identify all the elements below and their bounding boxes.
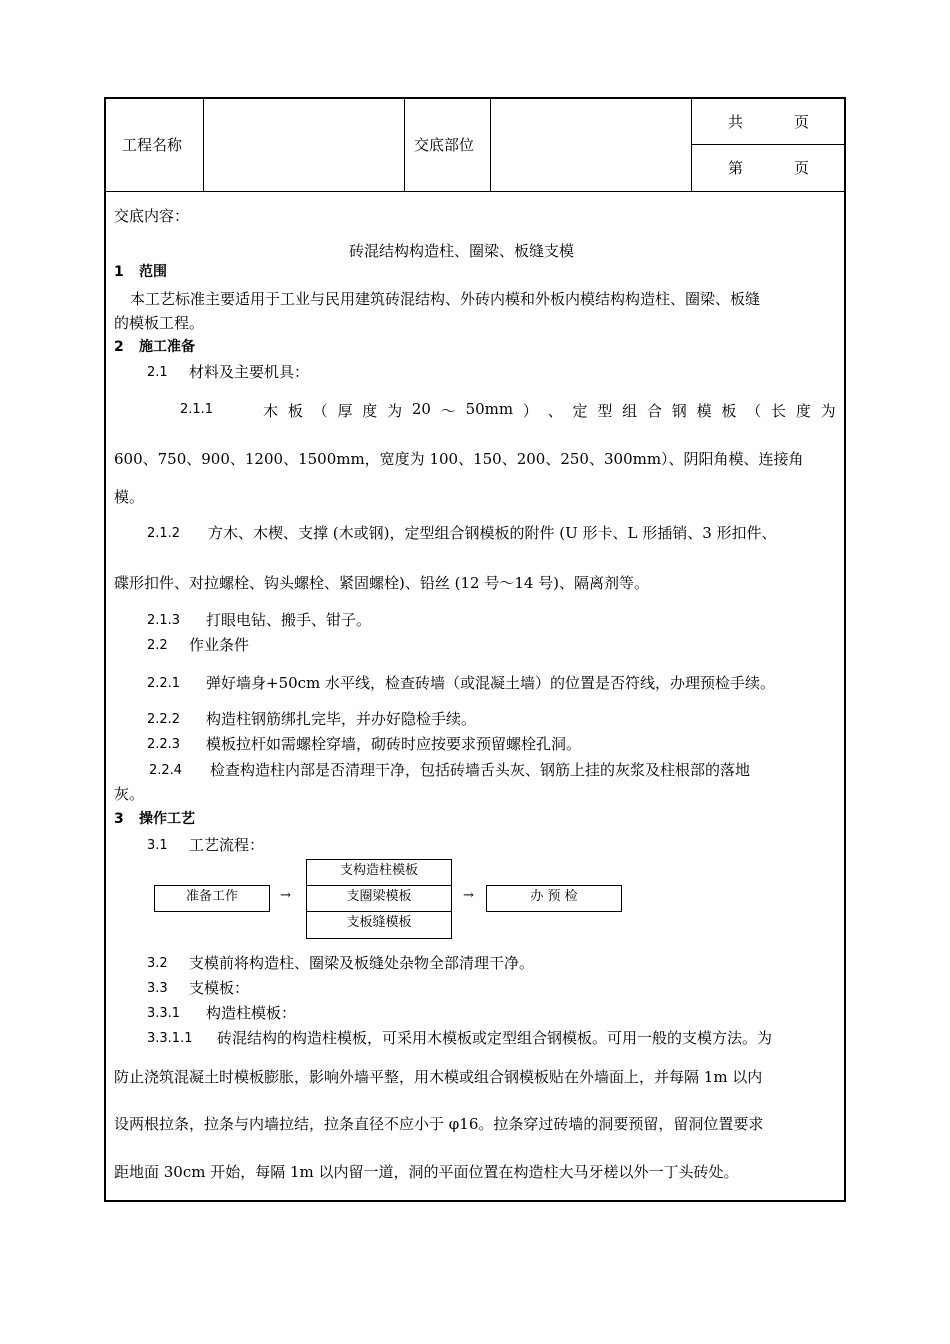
section-3-1-text: 工艺流程： [189, 836, 265, 854]
section-2-1-1-word: 度 [795, 402, 811, 420]
section-3-3-1-1-line2: 防止浇筑混凝土时模板膨胀，影响外墙平整，用木模或组合钢模板贴在外墙面上，并每隔 1m 以内 [114, 1068, 763, 1086]
section-2-1-3-number: 2.1.3 [147, 613, 181, 628]
section-2-1-1-word: 20 [411, 400, 431, 418]
section-2-1-1-word: ～ [440, 402, 456, 420]
section-2-1-1-word: 型 [597, 402, 613, 420]
section-2-1-1-word: 钢 [671, 402, 687, 420]
section-2-1-1-word: 、 [547, 402, 563, 420]
section-2-1-1-number: 2.1.1 [180, 402, 214, 417]
section-3-3-1-text: 构造柱模板： [206, 1004, 297, 1022]
header-divider-1 [203, 98, 204, 192]
section-2-1-1-word: 长 [771, 402, 787, 420]
page-number-label: 第 [728, 159, 744, 177]
section-2-1-1-word: ） [522, 402, 538, 420]
section-2-2-4-line2: 灰。 [114, 785, 145, 803]
header-divider-2 [404, 98, 405, 192]
section-2-1-2-number: 2.1.2 [147, 526, 181, 541]
section-2-2-4-line1: 检查构造柱内部是否清理干净，包括砖墙舌头灰、钢筋上挂的灰浆及柱根部的落地 [210, 761, 751, 779]
section-2-1-1-word: 组 [622, 402, 638, 420]
section-2-1-1-word: 为 [387, 402, 403, 420]
section-2-2-4-number: 2.2.4 [149, 763, 183, 778]
section-3-3-text: 支模板： [189, 979, 250, 997]
total-pages-label: 共 [728, 113, 744, 131]
section-1-body-line1: 本工艺标准主要适用于工业与民用建筑砖混结构、外砖内模和外板内模结构构造柱、圈梁、板缝 [130, 290, 761, 308]
section-2-2-1-text: 弹好墙身+50cm 水平线，检查砖墙（或混凝土墙）的位置是否符线，办理预检手续。 [206, 674, 776, 692]
flow-arrow-2: → [463, 888, 474, 903]
section-2-1-1-word: 为 [820, 402, 836, 420]
header-bottom-rule [105, 191, 845, 192]
section-2-1-1-word: （ [312, 402, 328, 420]
section-3-3-1-1-line1: 砖混结构的构造柱模板，可采用木模板或定型组合钢模板。可用一般的支模方法。为 [217, 1029, 773, 1047]
section-2-1-1-word: 厚 [337, 402, 353, 420]
section-3-title: 操作工艺 [139, 811, 195, 827]
section-2-1-1-word: 度 [362, 402, 378, 420]
flow-arrow-1: → [280, 888, 291, 903]
section-2-1-1-word: 合 [646, 402, 662, 420]
section-3-2-number: 3.2 [147, 956, 168, 971]
section-3-number: 3 [114, 811, 124, 827]
content-label: 交底内容： [114, 207, 190, 225]
section-3-3-1-1-number: 3.3.1.1 [147, 1031, 193, 1046]
section-2-2-2-number: 2.2.2 [147, 712, 181, 727]
section-3-2-text: 支模前将构造柱、圈梁及板缝处杂物全部清理干净。 [189, 954, 535, 972]
section-2-2-3-text: 模板拉杆如需螺栓穿墙，砌砖时应按要求预留螺栓孔洞。 [206, 735, 582, 753]
section-3-3-1-1-line3: 设两根拉条，拉条与内墙拉结，拉条直径不应小于 φ16。拉条穿过砖墙的洞要预留，留洞位置要求 [114, 1115, 764, 1133]
section-2-1-2-line1: 方木、木楔、支撑 (木或钢)，定型组合钢模板的附件 (U 形卡、L 形插销、3 形扣件、 [208, 524, 777, 542]
section-2-1-1-word: 板 [287, 402, 303, 420]
section-2-2-1-number: 2.2.1 [147, 676, 181, 691]
page-number-unit: 页 [794, 159, 810, 177]
header-divider-3 [490, 98, 491, 192]
header-page-rule [691, 144, 845, 145]
section-2-2-number: 2.2 [147, 638, 168, 653]
header-divider-4 [691, 98, 692, 192]
flow-step-ring-beam-formwork: 支圈梁模板 [306, 885, 452, 912]
section-1-body-line2: 的模板工程。 [114, 314, 205, 332]
section-2-title: 施工准备 [139, 339, 195, 355]
flow-step-slab-joint-formwork: 支板缝模板 [306, 911, 452, 939]
flow-step-column-formwork: 支构造柱模板 [306, 859, 452, 886]
section-1-number: 1 [114, 264, 124, 280]
section-2-1-2-line2: 碟形扣件、对拉螺栓、钩头螺栓、紧固螺栓)、铅丝 (12 号～14 号)、隔离剂等。 [114, 574, 650, 592]
section-3-3-1-1-line4: 距地面 30cm 开始，每隔 1m 以内留一道，洞的平面位置在构造柱大马牙槎以外一丁头砖处。 [114, 1163, 739, 1181]
handover-part-label: 交底部位 [414, 136, 475, 154]
section-2-2-3-number: 2.2.3 [147, 737, 181, 752]
section-3-3-number: 3.3 [147, 981, 168, 996]
project-name-label: 工程名称 [122, 136, 183, 154]
section-1-title: 范围 [139, 264, 167, 280]
document-title: 砖混结构构造柱、圈梁、板缝支模 [349, 242, 575, 260]
section-2-1-1-word: 木 [263, 402, 279, 420]
section-2-2-text: 作业条件 [189, 636, 250, 654]
section-2-1-1-line2: 600、750、900、1200、1500mm，宽度为 100、150、200、250、300mm）、阴阳角模、连接角 [114, 450, 804, 468]
section-3-3-1-number: 3.3.1 [147, 1006, 181, 1021]
section-2-2-2-text: 构造柱钢筋绑扎完毕，并办好隐检手续。 [206, 710, 477, 728]
section-2-1-1-line1 [263, 400, 836, 421]
section-2-1-1-line3: 模。 [114, 488, 145, 506]
section-2-1-1-word: 50mm [465, 400, 514, 418]
section-2-1-1-word: 板 [721, 402, 737, 420]
flow-step-prepare: 准备工作 [154, 885, 270, 912]
section-2-1-1-word: 定 [572, 402, 588, 420]
section-2-1-number: 2.1 [147, 365, 168, 380]
section-3-1-number: 3.1 [147, 838, 168, 853]
section-2-1-text: 材料及主要机具： [189, 363, 310, 381]
flow-step-pre-inspection: 办 预 检 [486, 885, 622, 912]
section-2-number: 2 [114, 339, 124, 355]
section-2-1-3-text: 打眼电钻、搬手、钳子。 [206, 611, 372, 629]
section-2-1-1-word: 模 [696, 402, 712, 420]
total-pages-unit: 页 [794, 113, 810, 131]
section-2-1-1-word: （ [746, 402, 762, 420]
